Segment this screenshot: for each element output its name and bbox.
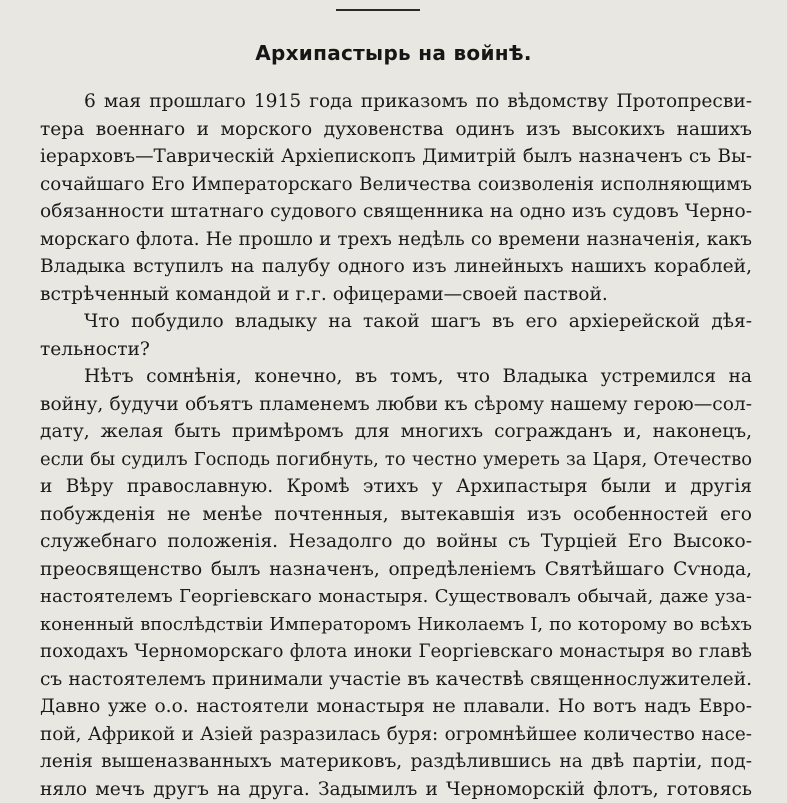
text-line: съ настоятелемъ принимали участiе въ качествѣ священнослужителей. (40, 666, 752, 694)
text-line: служебнаго положенiя. Незадолго до войны съ Турцiей Его Высоко- (40, 528, 752, 556)
text-line: походахъ Черноморскаго флота иноки Георгiевскаго монастыря во главѣ (40, 638, 752, 666)
article-body (40, 88, 752, 803)
text-line: Давно уже о.о. настоятели монастыря не плавали. Но вотъ надъ Евро- (40, 693, 752, 721)
text-line: iерарховъ—Таврическiй Архiепископъ Димитрiй былъ назначенъ съ Вы- (40, 143, 752, 171)
text-line: пой, Африкой и Азiей разразилась буря: огромнѣйшее количество насе- (40, 721, 752, 749)
text-line: дату, желая быть примѣромъ для многихъ согражданъ и, наконецъ, (40, 418, 752, 446)
text-line: морскаго флота. Не прошло и трехъ недѣль со времени назначенiя, какъ (40, 226, 752, 254)
text-line: коненный впослѣдствiи Императоромъ Николаемъ I, по которому во всѣхъ (40, 611, 752, 639)
text-line: войну, будучи объятъ пламенемъ любви къ сѣрому нашему герою—сол- (40, 391, 752, 419)
text-line: тельности? (40, 336, 752, 364)
text-line: побужденiя не менѣе почтенныя, вытекавшiя изъ особенностей его (40, 501, 752, 529)
text-line: тера военнаго и морского духовенства одинъ изъ высокихъ нашихъ (40, 116, 752, 144)
text-line: няло мечъ другъ на друга. Задымилъ и Черноморскiй флотъ, готовясь (40, 776, 752, 803)
top-divider-rule (336, 9, 420, 11)
text-line: Нѣтъ сомнѣнiя, конечно, въ томъ, что Владыка устремился на (40, 363, 752, 391)
text-line: встрѣченный командой и г.г. офицерами—своей паствой. (40, 281, 752, 309)
text-line: обязанности штатнаго судового священника на одно изъ судовъ Черно- (40, 198, 752, 226)
text-line: и Вѣру православную. Кромѣ этихъ у Архипастыря были и другiя (40, 473, 752, 501)
text-line: Владыка вступилъ на палубу одного изъ линейныхъ нашихъ кораблей, (40, 253, 752, 281)
text-line: если бы судилъ Господь погибнуть, то честно умереть за Царя, Отечество (40, 446, 752, 474)
text-line: 6 мая прошлаго 1915 года приказомъ по вѣдомству Протопресви- (40, 88, 752, 116)
text-line: настоятелемъ Георгiевскаго монастыря. Существовалъ обычай, даже уза- (40, 583, 752, 611)
text-line: Что побудило владыку на такой шагъ въ его архiерейской дѣя- (40, 308, 752, 336)
text-line: сочайшаго Его Императорскаго Величества соизволенiя исполняющимъ (40, 171, 752, 199)
text-line: ленiя вышеназванныхъ материковъ, раздѣлившись на двѣ партiи, под- (40, 748, 752, 776)
article-title: Архипастырь на войнѣ. (0, 41, 787, 65)
text-line: преосвященство былъ назначенъ, опредѣленiемъ Святѣйшаго Сѵнода, (40, 556, 752, 584)
